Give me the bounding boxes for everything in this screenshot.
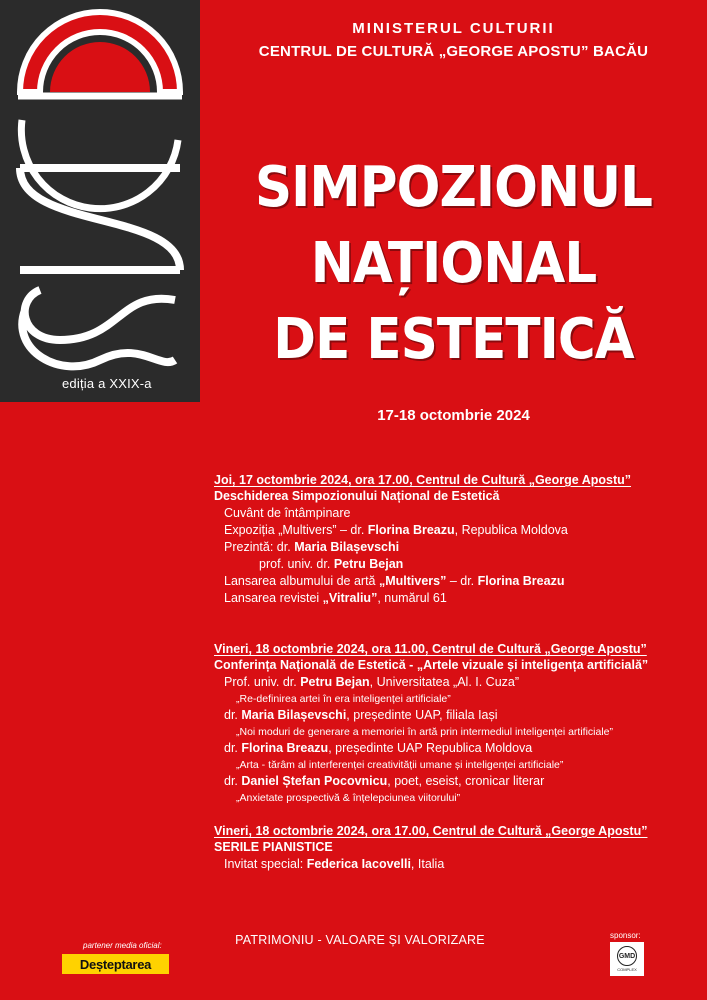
culture-center-name: CENTRUL DE CULTURĂ „GEORGE APOSTU” BACĂU [258, 43, 649, 60]
event-dates: 17-18 octombrie 2024 [377, 407, 530, 424]
sne-logo-graphic [0, 0, 200, 402]
speaker-line: dr. Daniel Ștefan Pocovnicu, poet, eseist, cronicar literar [224, 774, 545, 788]
sne-logo [0, 0, 200, 402]
sponsor-logo [610, 942, 644, 976]
day1-welcome: Cuvânt de întâmpinare [224, 506, 351, 520]
day1-presenter-1: Prezintă: dr. Maria Bilașevschi [224, 540, 400, 554]
day1-exhibition: Expoziția „Multivers” – dr. Florina Breazu, Republica Moldova [224, 523, 568, 537]
title-line-1: SIMPOZIONUL [254, 155, 653, 220]
media-partner-label: partener media oficial: [83, 941, 162, 950]
speaker-line: dr. Florina Breazu, președinte UAP Republica Moldova [224, 741, 533, 755]
sponsor-logo-mark: GMD [617, 946, 637, 966]
main-title [200, 150, 707, 378]
day1-heading: Joi, 17 octombrie 2024, ora 17.00, Centrul de Cultură „George Apostu” [214, 473, 632, 487]
edition-label: ediția a XXIX-a [62, 376, 152, 391]
speaker-line: dr. Maria Bilașevschi, președinte UAP, filiala Iași [224, 708, 498, 722]
footer-motto: PATRIMONIU - VALOARE ȘI VALORIZARE [235, 933, 485, 947]
logo-e-fill [50, 42, 150, 92]
ministry-name: MINISTERUL CULTURII [352, 20, 555, 37]
logo-s-stroke [22, 290, 175, 366]
title-line-2: NAȚIONAL [310, 231, 597, 296]
sponsor-logo-subtext: COMPLEX [617, 967, 637, 972]
day2-subtitle: Conferința Națională de Estetică - „Artele vizuale și inteligența artificială” [214, 658, 649, 672]
speaker-line: Prof. univ. dr. Petru Bejan, Universitatea „Al. I. Cuza” [224, 675, 520, 689]
program-day1 [214, 472, 694, 607]
special-guest: Invitat special: Federica Iacovelli, Italia [224, 857, 445, 871]
day2-heading: Vineri, 18 octombrie 2024, ora 11.00, Centrul de Cultură „George Apostu” [214, 642, 647, 656]
sponsor-label: sponsor: [610, 931, 641, 940]
evening-heading: Vineri, 18 octombrie 2024, ora 17.00, Centrul de Cultură „George Apostu” [214, 824, 648, 838]
evening-subtitle: SERILE PIANISTICE [214, 840, 333, 854]
speaker-talk: „Re-definirea artei în era inteligenței artificiale” [236, 693, 451, 705]
speaker-talk: „Anxietate prospectivă & înțelepciunea viitorului” [236, 792, 461, 804]
day1-presenter-2: prof. univ. dr. Petru Bejan [259, 557, 404, 571]
day1-subtitle: Deschiderea Simpozionului Național de Estetică [214, 489, 500, 503]
program-day2 [214, 641, 694, 806]
media-partner-logo: Deșteptarea [62, 954, 169, 974]
day1-album-launch: Lansarea albumului de artă „Multivers” – dr. Florina Breazu [224, 574, 565, 588]
day1-magazine-launch: Lansarea revistei „Vitraliu”, numărul 61 [224, 591, 447, 605]
title-line-3: DE ESTETICĂ [273, 307, 634, 372]
speaker-talk: „Noi moduri de generare a memoriei în artă prin intermediul inteligenței artificiale” [236, 726, 614, 738]
program-day2-evening [214, 823, 694, 873]
speaker-talk: „Arta - tărâm al interferenței creativității umane și inteligenței artificiale” [236, 759, 564, 771]
